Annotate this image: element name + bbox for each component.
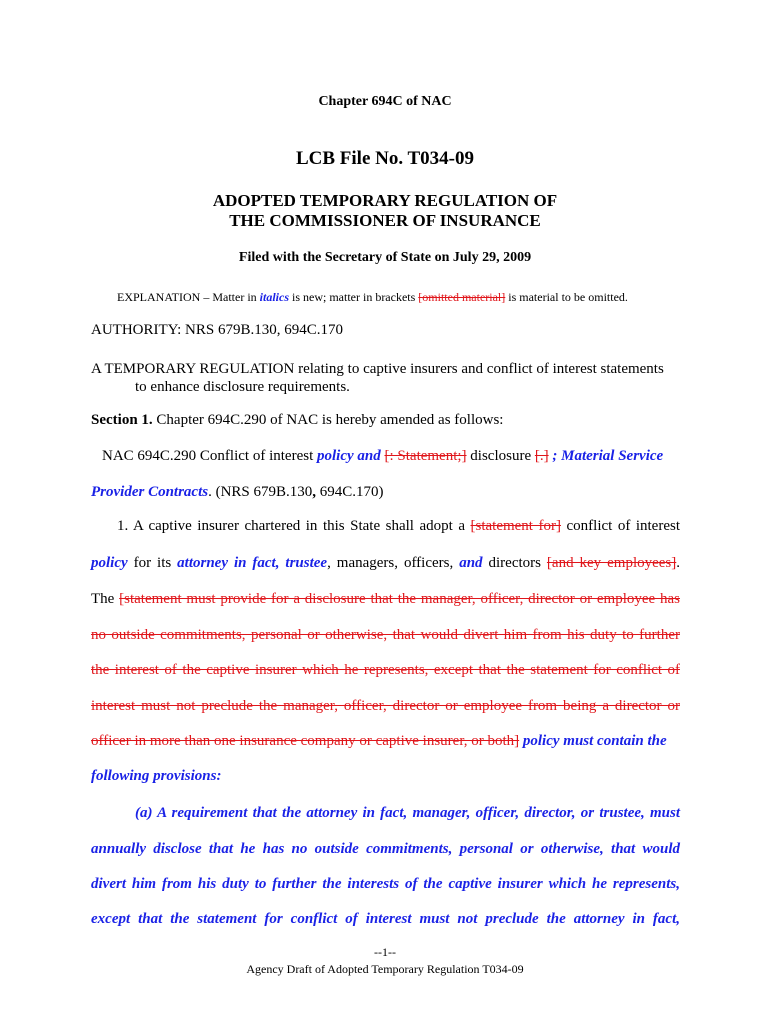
body-line-7 [91, 662, 680, 679]
body-line-13 [91, 876, 680, 893]
lcb-file-number: LCB File No. T034-09 [295, 148, 475, 169]
new-text: annually disclose that he has no outside commitments, personal or otherwise, that would [91, 841, 680, 857]
new-text: Provider Contracts [91, 484, 209, 500]
section-1-heading [91, 412, 503, 429]
body-line-10 [91, 768, 680, 785]
footer-label: Agency Draft of Adopted Temporary Regulation T034-09 [246, 962, 524, 976]
body-line-11 [135, 805, 680, 822]
new-text: divert him from his duty to further the interests of the captive insurer which he represents, [91, 876, 680, 892]
text-segment: 1. A captive insurer chartered in this State shall adopt a [117, 518, 471, 534]
new-text: policy and [316, 448, 381, 464]
regulation-title-line2: THE COMMISSIONER OF INSURANCE [229, 211, 541, 230]
new-text: (a) A requirement that the attorney in fact, manager, officer, director, or trustee, must [135, 805, 680, 821]
text-segment: conflict of interest [560, 518, 680, 534]
explanation-suffix: is material to be omitted. [505, 290, 628, 304]
text-segment: disclosure [466, 448, 535, 464]
regulation-title-line1: ADOPTED TEMPORARY REGULATION OF [212, 191, 558, 210]
new-text: following provisions: [91, 768, 222, 784]
new-text: policy [91, 555, 128, 571]
chapter-heading: Chapter 694C of NAC [318, 94, 452, 109]
text-segment: , [312, 484, 317, 500]
new-text: attorney in fact, trustee [177, 555, 328, 571]
omitted-text: [: Statement;] [384, 448, 467, 464]
new-text: and [459, 555, 483, 571]
body-line-4 [91, 555, 680, 572]
body-line-14 [91, 911, 680, 928]
text-segment: directors [482, 555, 547, 571]
omitted-text: the interest of the captive insurer which he represents, except that the statement for conflict of [91, 662, 680, 678]
body-line-5 [91, 591, 680, 608]
new-text: ; Material Service [552, 448, 664, 464]
temp-reg-line1: A TEMPORARY REGULATION relating to captive insurers and conflict of interest statements [91, 361, 664, 377]
filed-date: Filed with the Secretary of State on July 29, 2009 [238, 250, 532, 265]
section-1-text: Chapter 694C.290 of NAC is hereby amended as follows: [152, 412, 504, 428]
section-1-label: Section 1. [91, 412, 153, 428]
temp-reg-line2: to enhance disclosure requirements. [135, 379, 350, 395]
new-text: policy must contain the [519, 733, 667, 749]
omitted-text: [and key employees] [546, 555, 677, 571]
omitted-text: [.] [534, 448, 549, 464]
authority-line: AUTHORITY: NRS 679B.130, 694C.170 [91, 322, 343, 338]
body-line-3 [117, 518, 680, 535]
body-line-12 [91, 841, 680, 858]
text-segment: 694C.170) [316, 484, 384, 500]
omitted-text: [statement must provide for a disclosure that the manager, officer, director or employee has [119, 591, 680, 607]
body-line-2 [91, 484, 680, 501]
explanation-middle: is new; matter in brackets [289, 290, 419, 304]
omitted-text: no outside commitments, personal or otherwise, that would divert him from his duty to further [91, 627, 680, 643]
text-segment: for its [127, 555, 178, 571]
page-number: --1-- [374, 945, 396, 959]
body-line-6 [91, 627, 680, 644]
omitted-text: officer in more than one insurance company or captive insurer, or both] [91, 733, 520, 749]
explanation-italics-word: italics [259, 290, 289, 304]
text-segment: . (NRS 679B.130 [208, 484, 313, 500]
temporary-regulation-description [91, 360, 691, 396]
explanation-note [117, 290, 628, 305]
text-segment: NAC 694C.290 Conflict of interest [102, 448, 317, 464]
text-segment: , managers, officers, [327, 555, 460, 571]
omitted-text: interest must not preclude the manager, officer, director or employee from being a director or [91, 698, 680, 714]
body-line-8 [91, 698, 680, 715]
explanation-omitted-example: [omitted material] [418, 290, 506, 304]
body-line-9 [91, 733, 680, 750]
text-segment: The [91, 591, 120, 607]
explanation-prefix: EXPLANATION – Matter in [117, 290, 260, 304]
omitted-text: [statement for] [470, 518, 561, 534]
new-text: except that the statement for conflict of interest must not preclude the attorney in fact, [91, 911, 680, 927]
text-segment: . [676, 555, 681, 571]
body-line-1 [102, 448, 682, 465]
